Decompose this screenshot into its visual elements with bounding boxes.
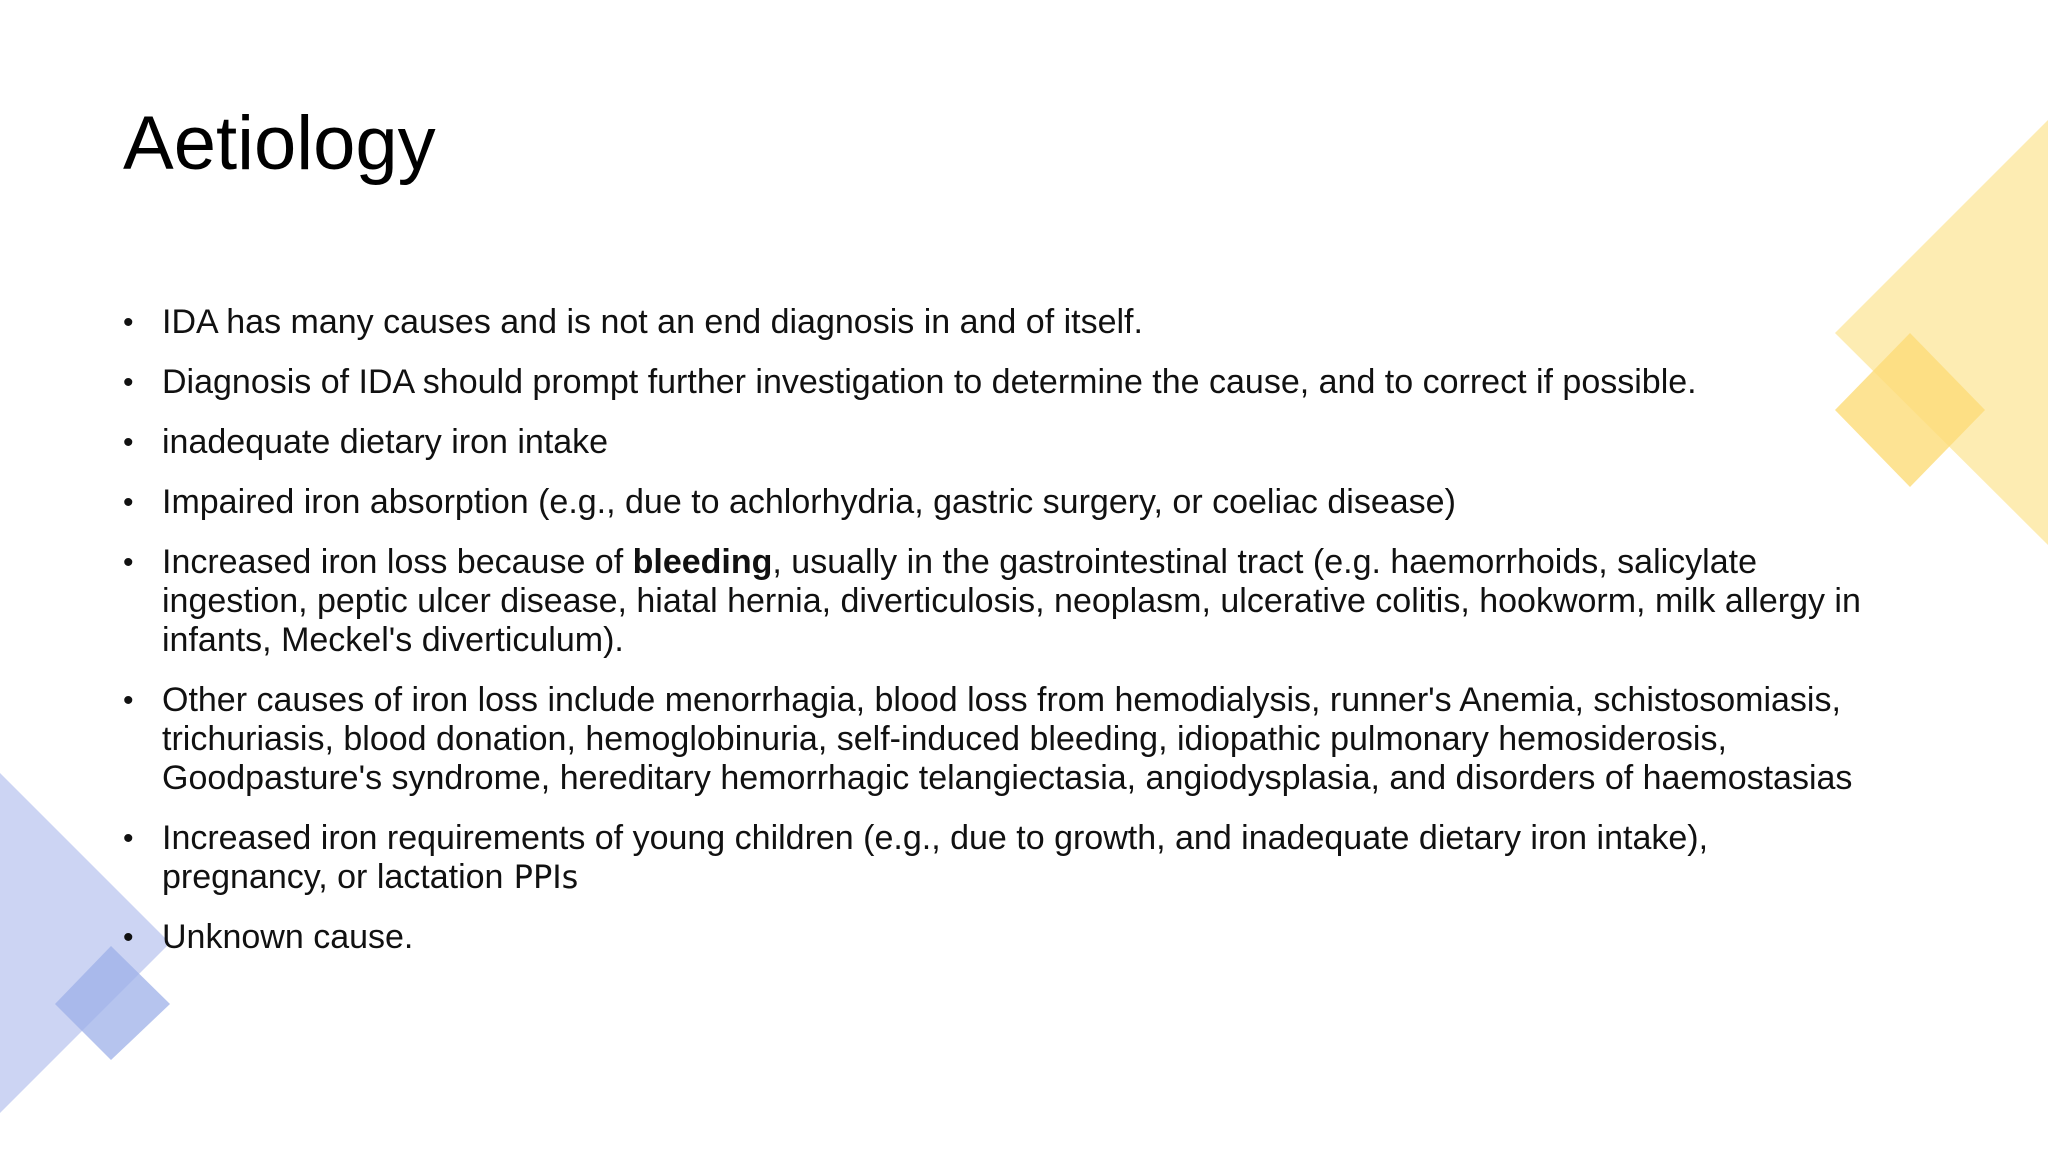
bullet-item [123,918,1883,957]
bullet-item [123,303,1883,342]
bullet-text: Other causes of iron loss include menorrhagia, blood loss from hemodialysis, runner's Anemia, schistosomiasis, trichuriasis, blood donation, hemoglobinuria, self-induced bleeding, idiopathic pulmonary hemosiderosis, Goodpasture's syndrome, hereditary hemorrhagic telangiectasia, angiodysplasia, and disorders of haemostasias [162,681,1853,797]
bullet-text [162,543,1861,659]
bullet-dot: • [123,822,134,855]
bullet-text-part: , usually in the gastrointestinal tract (e.g. haemorrhoids, salicylate ingestion, peptic ulcer disease, hiatal hernia, diverticulosis, neoplasm, ulcerative colitis, hookworm, milk allergy in infants, Meckel's diverticulum). [162,543,1861,659]
bullet-text: Impaired iron absorption (e.g., due to achlorhydria, gastric surgery, or coeliac disease) [162,483,1456,521]
bullet-item [123,681,1883,798]
bullet-text: Unknown cause. [162,918,414,956]
bullet-text-part: Increased iron loss because of [162,543,633,581]
bullet-item [123,423,1883,462]
bullet-dot: • [123,426,134,459]
bullet-item [123,363,1883,402]
bullet-text-suffix: PPIs [503,858,579,896]
bullet-dot: • [123,921,134,954]
bullet-dot: • [123,486,134,519]
bullet-text: inadequate dietary iron intake [162,423,609,461]
bullet-dot: • [123,366,134,399]
bullet-dot: • [123,684,134,717]
bullet-text: Diagnosis of IDA should prompt further investigation to determine the cause, and to correct if possible. [162,363,1697,401]
bullet-item [123,543,1883,660]
bullet-text [162,819,1708,896]
bullet-item [123,819,1883,897]
slide-title: Aetiology [123,101,436,186]
bullet-text: IDA has many causes and is not an end diagnosis in and of itself. [162,303,1143,341]
bullet-text-part: Increased iron requirements of young children (e.g., due to growth, and inadequate dietary iron intake), pregnancy, or lactation [162,819,1709,896]
bullet-dot: • [123,306,134,339]
bullet-list [123,303,1883,978]
emphasis-text: bleeding [632,543,773,581]
bullet-dot: • [123,546,134,579]
bullet-item [123,483,1883,522]
